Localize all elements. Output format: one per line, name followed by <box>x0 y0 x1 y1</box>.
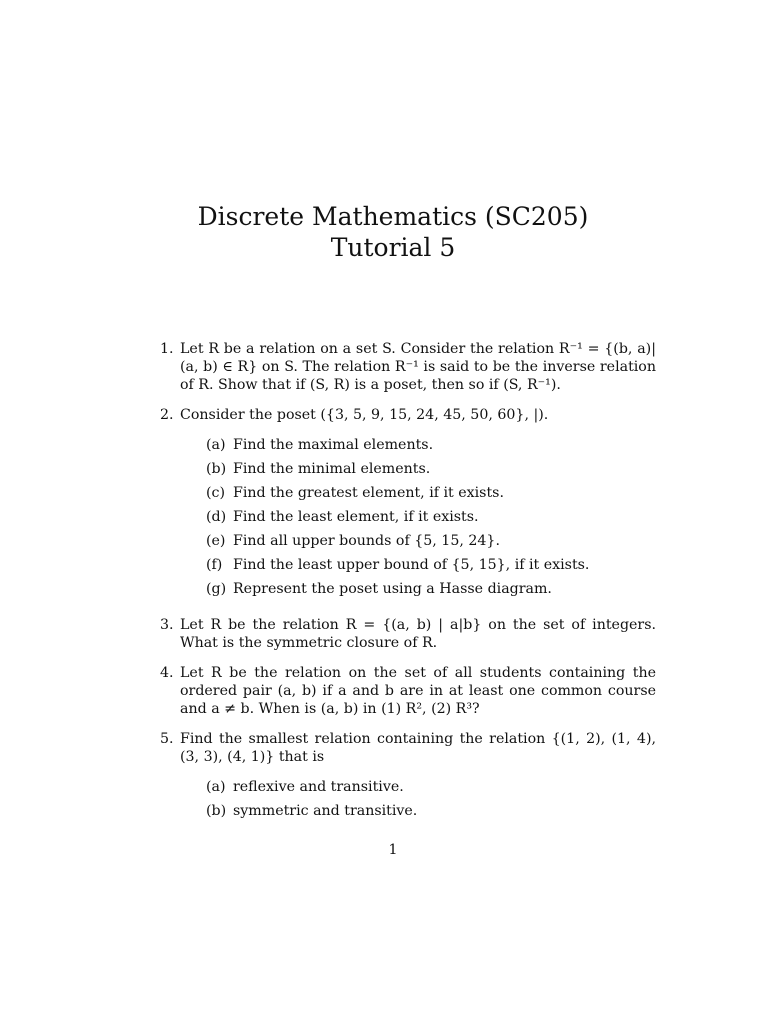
subproblem-label: (d) <box>206 509 227 525</box>
subproblem-d <box>180 508 656 532</box>
subproblem-text: Find the least upper bound of {5, 15}, if it exists. <box>233 557 590 573</box>
subproblem-text: Find the minimal elements. <box>233 461 431 477</box>
problem-5 <box>160 730 656 826</box>
subproblem-list <box>180 436 656 604</box>
problem-number: 1. <box>160 341 174 357</box>
subproblem-text: Find the least element, if it exists. <box>233 509 479 525</box>
subproblem-text: symmetric and transitive. <box>233 803 418 819</box>
problem-text: Let R be the relation on the set of all students containing the ordered pair (a, b) if a and b are in at least one common course and a ≠ b. When is (a, b) in (1) R², (2) R³? <box>180 665 656 717</box>
subproblem-label: (b) <box>206 461 227 477</box>
problem-text: Let R be a relation on a set S. Consider the relation R⁻¹ = {(b, a)|(a, b) ∈ R} on S. The relation R⁻¹ is said to be the inverse relation of R. Show that if (S, R) is a poset, then so if (S, R⁻¹). <box>180 341 656 393</box>
problem-number: 2. <box>160 407 174 423</box>
subproblem-g <box>180 580 656 604</box>
problem-4 <box>160 664 656 718</box>
subproblem-label: (g) <box>206 581 227 597</box>
subproblem-f <box>180 556 656 580</box>
subproblem-e <box>180 532 656 556</box>
subproblem-c <box>180 484 656 508</box>
problem-text: Let R be the relation R = {(a, b) | a|b} on the set of integers. What is the symmetric closure of R. <box>180 617 656 651</box>
problem-number: 3. <box>160 617 174 633</box>
subproblem-label: (b) <box>206 803 227 819</box>
subproblem-text: reflexive and transitive. <box>233 779 404 795</box>
problem-list <box>160 340 656 838</box>
subproblem-b <box>180 802 656 826</box>
subproblem-text: Find the greatest element, if it exists. <box>233 485 504 501</box>
page-number: 1 <box>388 842 398 858</box>
subproblem-text: Represent the poset using a Hasse diagram. <box>233 581 552 597</box>
subproblem-text: Find all upper bounds of {5, 15, 24}. <box>233 533 500 549</box>
problem-3 <box>160 616 656 652</box>
subproblem-a <box>180 778 656 802</box>
problem-number: 4. <box>160 665 174 681</box>
title-line-2: Tutorial 5 <box>330 233 456 262</box>
subproblem-label: (c) <box>206 485 226 501</box>
subproblem-b <box>180 460 656 484</box>
problem-2 <box>160 406 656 604</box>
subproblem-a <box>180 436 656 460</box>
subproblem-text: Find the maximal elements. <box>233 437 434 453</box>
subproblem-label: (e) <box>206 533 226 549</box>
subproblem-label: (a) <box>206 437 226 453</box>
subproblem-label: (a) <box>206 779 226 795</box>
subproblem-label: (f) <box>206 557 223 573</box>
problem-1 <box>160 340 656 394</box>
subproblem-list <box>180 778 656 826</box>
problem-text: Consider the poset ({3, 5, 9, 15, 24, 45, 50, 60}, |). <box>180 407 549 423</box>
title-line-1: Discrete Mathematics (SC205) <box>197 202 589 231</box>
problem-number: 5. <box>160 731 174 747</box>
problem-text: Find the smallest relation containing the relation {(1, 2), (1, 4), (3, 3), (4, 1)} that is <box>180 731 656 765</box>
document-title <box>0 201 768 263</box>
